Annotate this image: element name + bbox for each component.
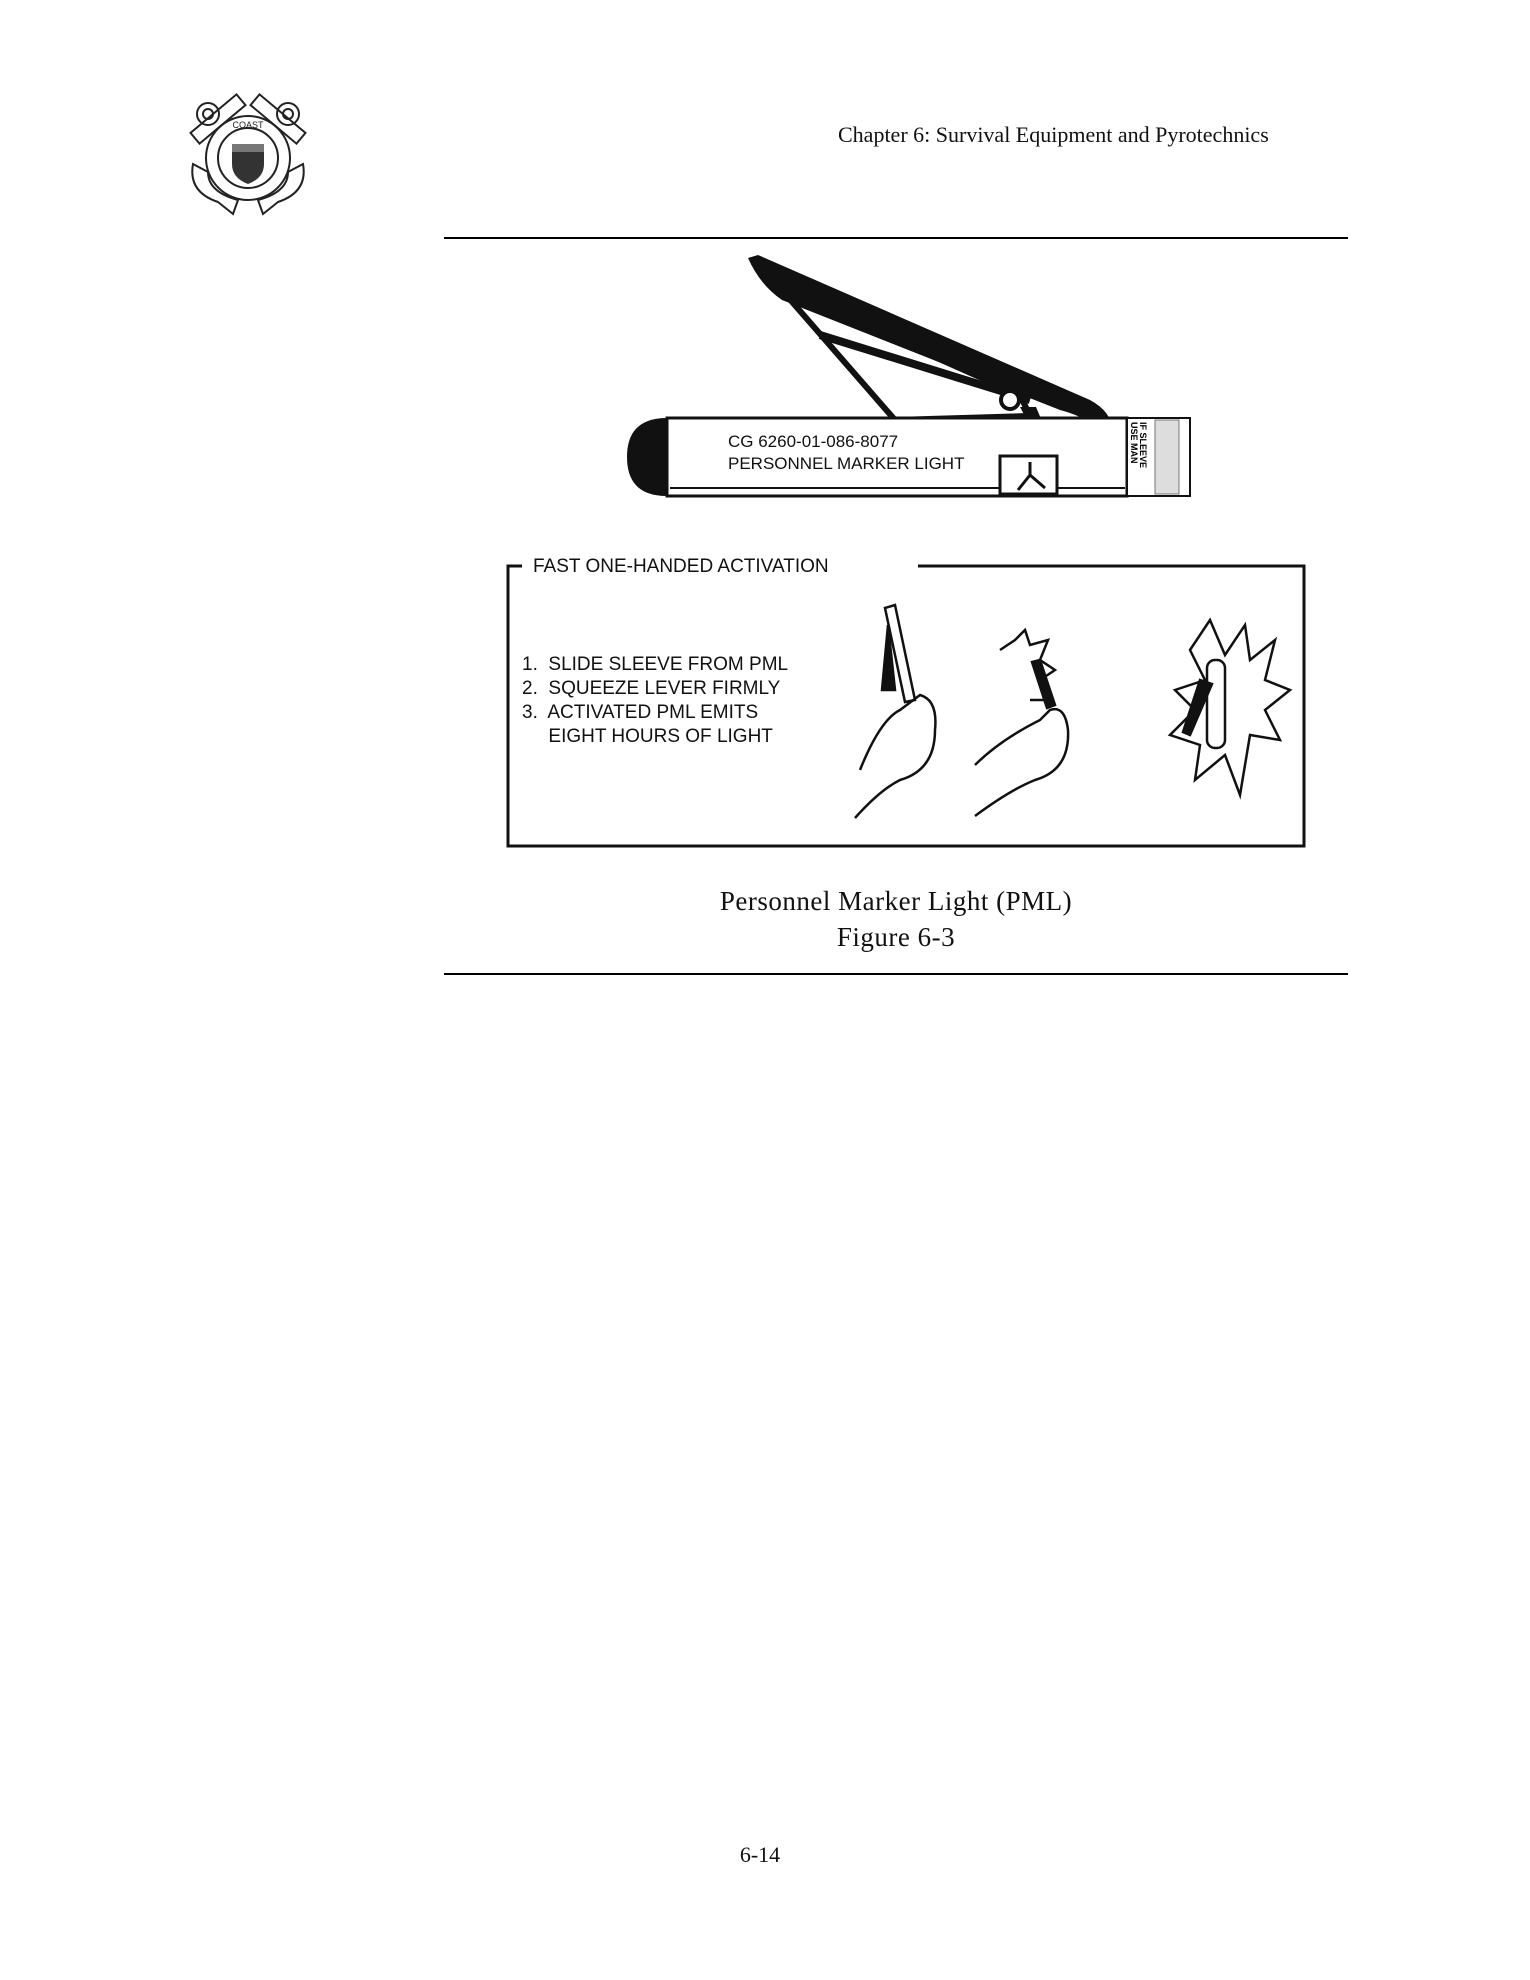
sleeve-label-2: USE MAN [1129,422,1139,464]
svg-text:COAST: COAST [232,120,264,130]
activation-step-2: 2. SQUEEZE LEVER FIRMLY [522,678,781,699]
stock-number-label: CG 6260-01-086-8077 [728,432,899,451]
activation-step-1: 1. SLIDE SLEEVE FROM PML [522,654,789,675]
hand-squeezing-pml-icon [975,630,1068,816]
chapter-header: Chapter 6: Survival Equipment and Pyrotechnics [838,122,1269,147]
figure-caption-number: Figure 6-3 [836,922,956,952]
activation-box-title: FAST ONE-HANDED ACTIVATION [533,556,829,577]
sleeve-label-1: IF SLEEVE [1138,422,1148,469]
activation-step-3-cont: EIGHT HOURS OF LIGHT [522,726,773,747]
activated-pml-light-burst-icon [1170,620,1290,795]
figure-caption-title: Personnel Marker Light (PML) [719,886,1073,916]
bottom-rule [444,973,1348,975]
activation-step-3: 3. ACTIVATED PML EMITS [522,702,759,723]
page-number: 6-14 [739,1842,781,1867]
figure-caption [444,883,1348,955]
hand-holding-pml-icon [855,605,935,818]
device-name-label: PERSONNEL MARKER LIGHT [728,454,965,473]
